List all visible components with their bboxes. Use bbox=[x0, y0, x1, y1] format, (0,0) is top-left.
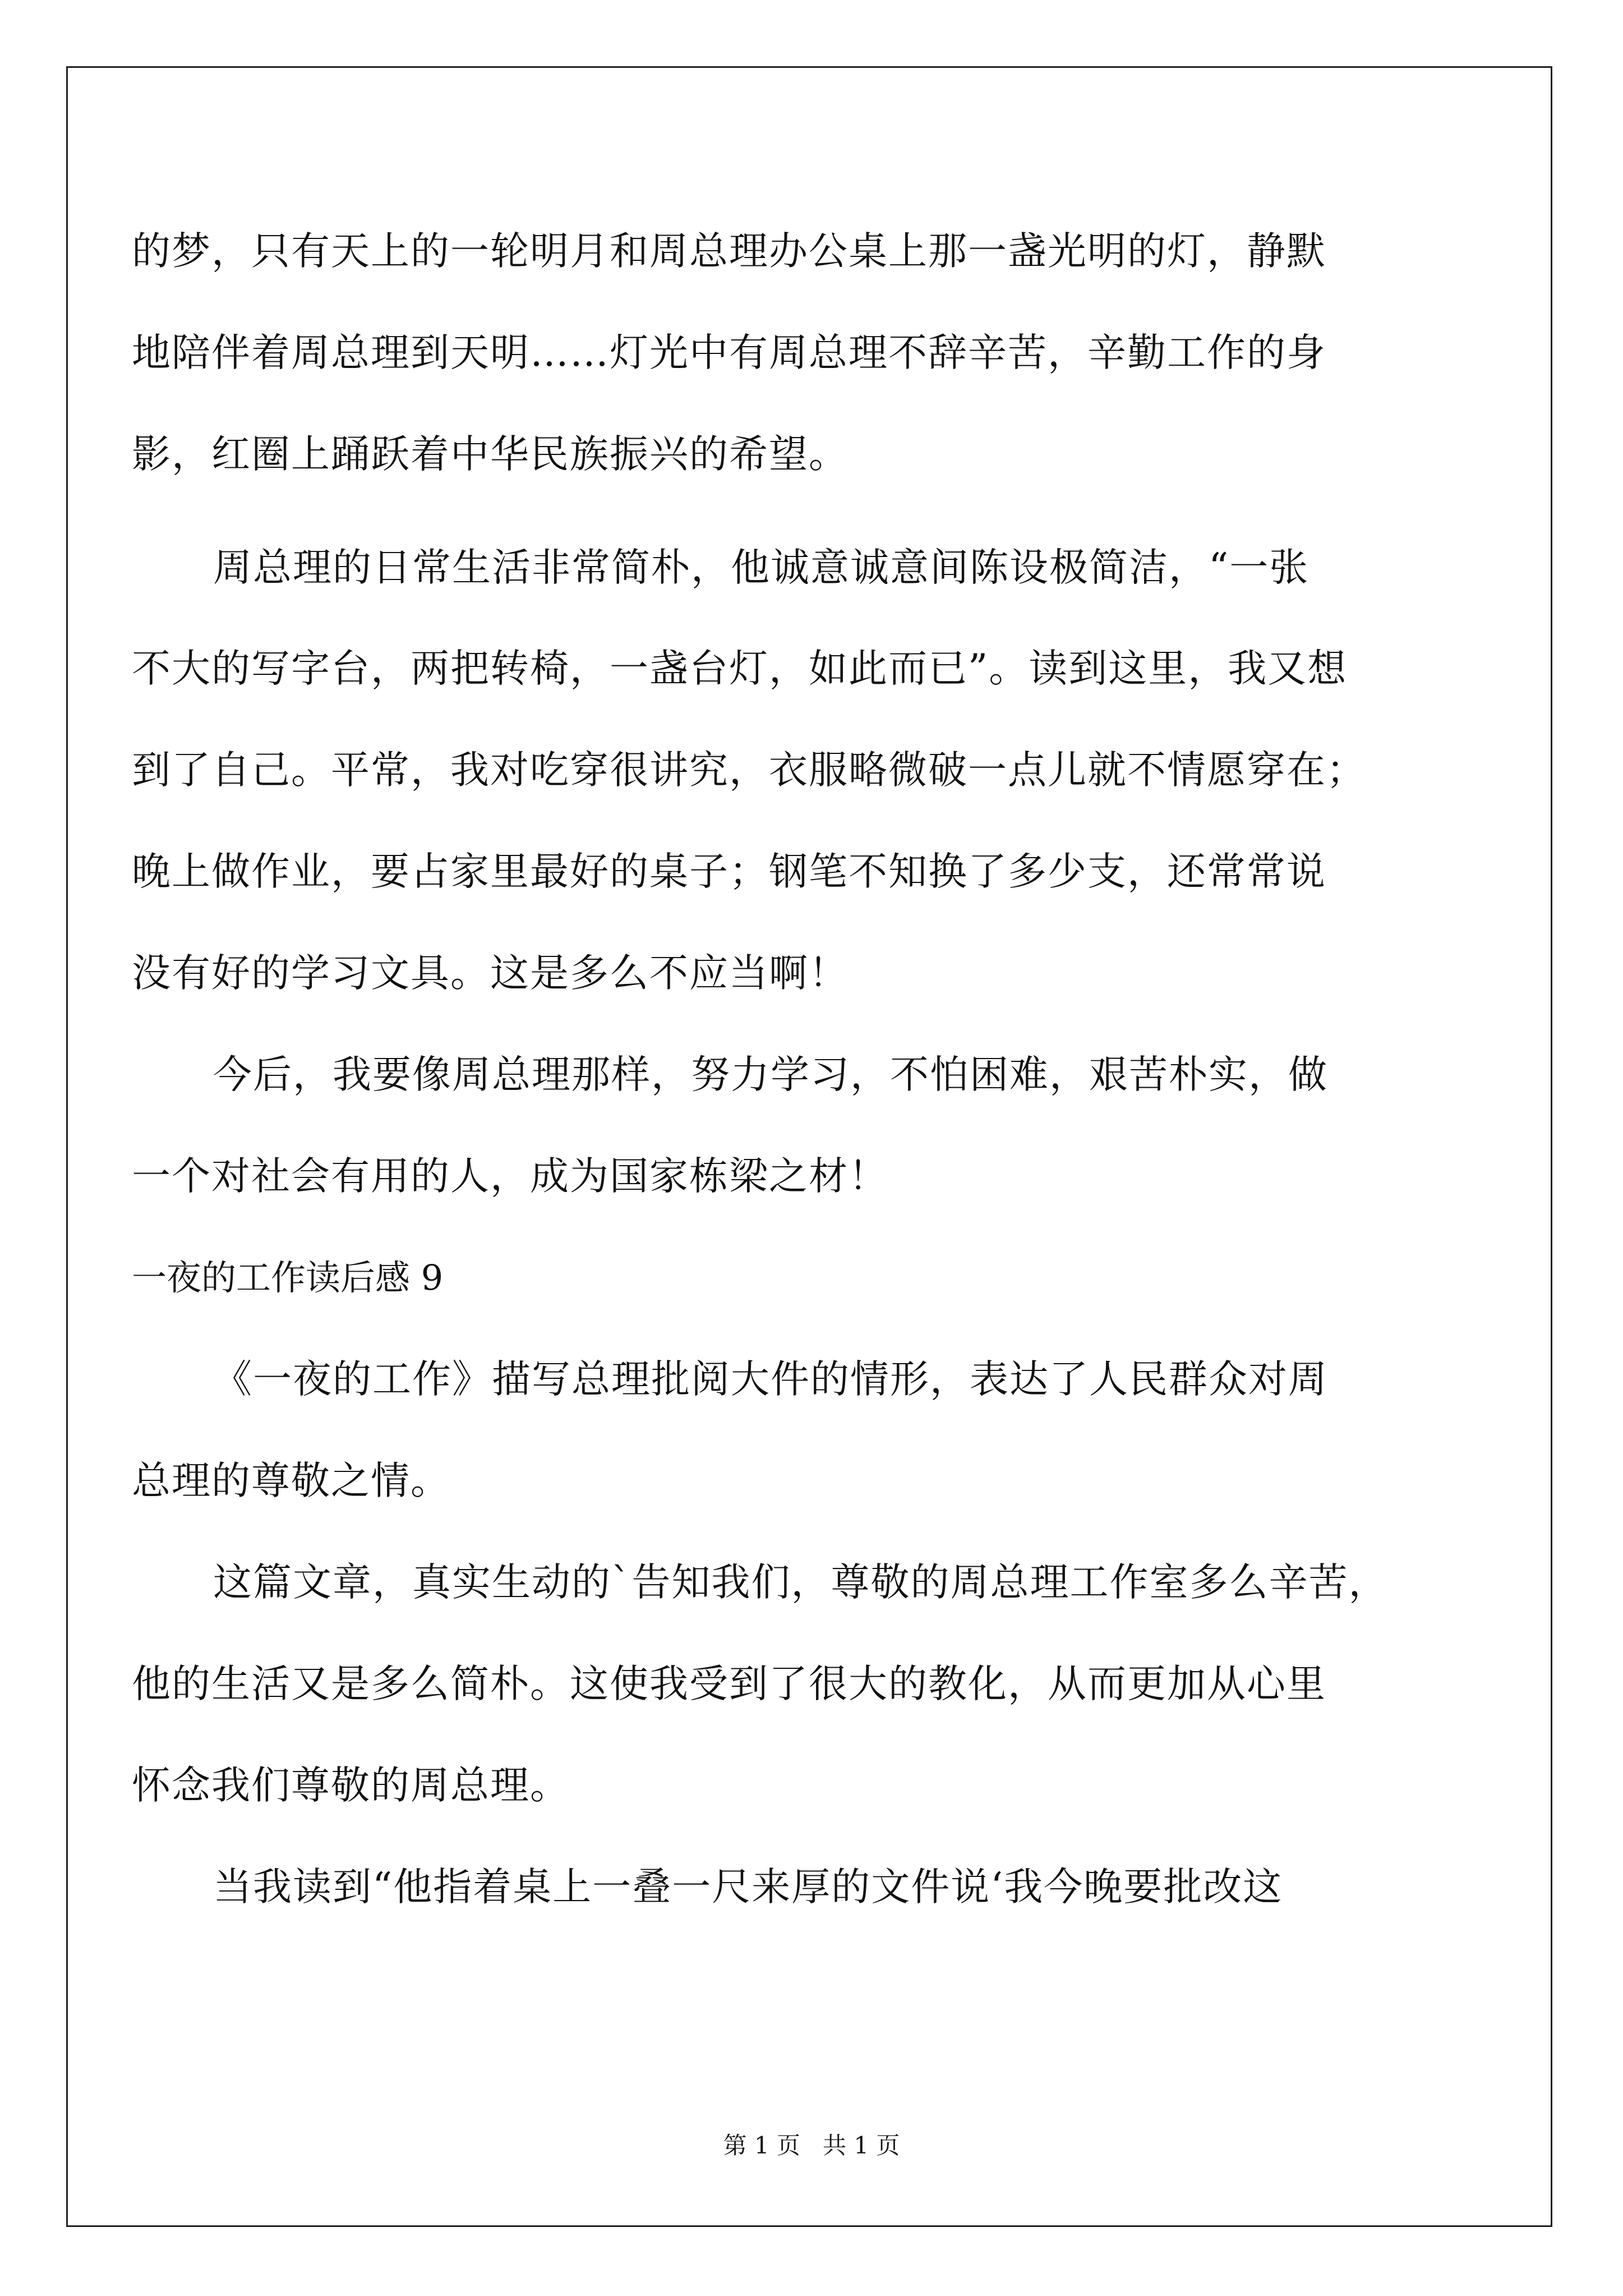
text-line: 一个对社会有用的人，成为国家栋梁之材！ bbox=[132, 1154, 888, 1199]
text-line: 晚上做作业，要占家里最好的桌子；钢笔不知换了多少支，还常常说 bbox=[132, 849, 1326, 894]
paragraph-start: 周总理的日常生活非常简朴，他诚意诚意间陈设极简洁，“一张 bbox=[213, 545, 1310, 590]
text-line: 怀念我们尊敬的周总理。 bbox=[132, 1763, 570, 1808]
text-line: 影，红圈上踊跃着中华民族振兴的希望。 bbox=[132, 432, 849, 477]
paragraph-start: 当我读到“他指着桌上一叠一尺来厚的文件说‘我今晚要批改这 bbox=[213, 1865, 1283, 1910]
page-total: 共 1 页 bbox=[823, 2132, 900, 2159]
text-line: 地陪伴着周总理到天明……灯光中有周总理不辞辛苦，辛勤工作的身 bbox=[132, 330, 1326, 375]
text-line: 的梦，只有天上的一轮明月和周总理办公桌上那一盏光明的灯，静默 bbox=[132, 229, 1326, 274]
text-line: 总理的尊敬之情。 bbox=[132, 1458, 450, 1503]
paragraph-start: 这篇文章，真实生动的`告知我们，尊敬的周总理工作室多么辛苦， bbox=[213, 1560, 1389, 1605]
section-heading: 一夜的工作读后感 9 bbox=[132, 1257, 444, 1298]
paragraph-start: 今后，我要像周总理那样，努力学习，不怕困难，艰苦朴实，做 bbox=[213, 1052, 1328, 1097]
text-line: 他的生活又是多么简朴。这使我受到了很大的教化，从而更加从心里 bbox=[132, 1662, 1326, 1706]
paragraph-start: 《一夜的工作》描写总理批阅大件的情形，表达了人民群众对周 bbox=[213, 1357, 1328, 1402]
page-footer bbox=[0, 2129, 1623, 2162]
text-line: 没有好的学习文具。这是多么不应当啊！ bbox=[132, 951, 849, 996]
text-line: 不大的写字台，两把转椅，一盏台灯，如此而已”。读到这里，我又想 bbox=[132, 646, 1348, 691]
text-line: 到了自己。平常，我对吃穿很讲究，衣服略微破一点儿就不情愿穿在； bbox=[132, 748, 1366, 793]
page-number: 第 1 页 bbox=[723, 2132, 800, 2159]
